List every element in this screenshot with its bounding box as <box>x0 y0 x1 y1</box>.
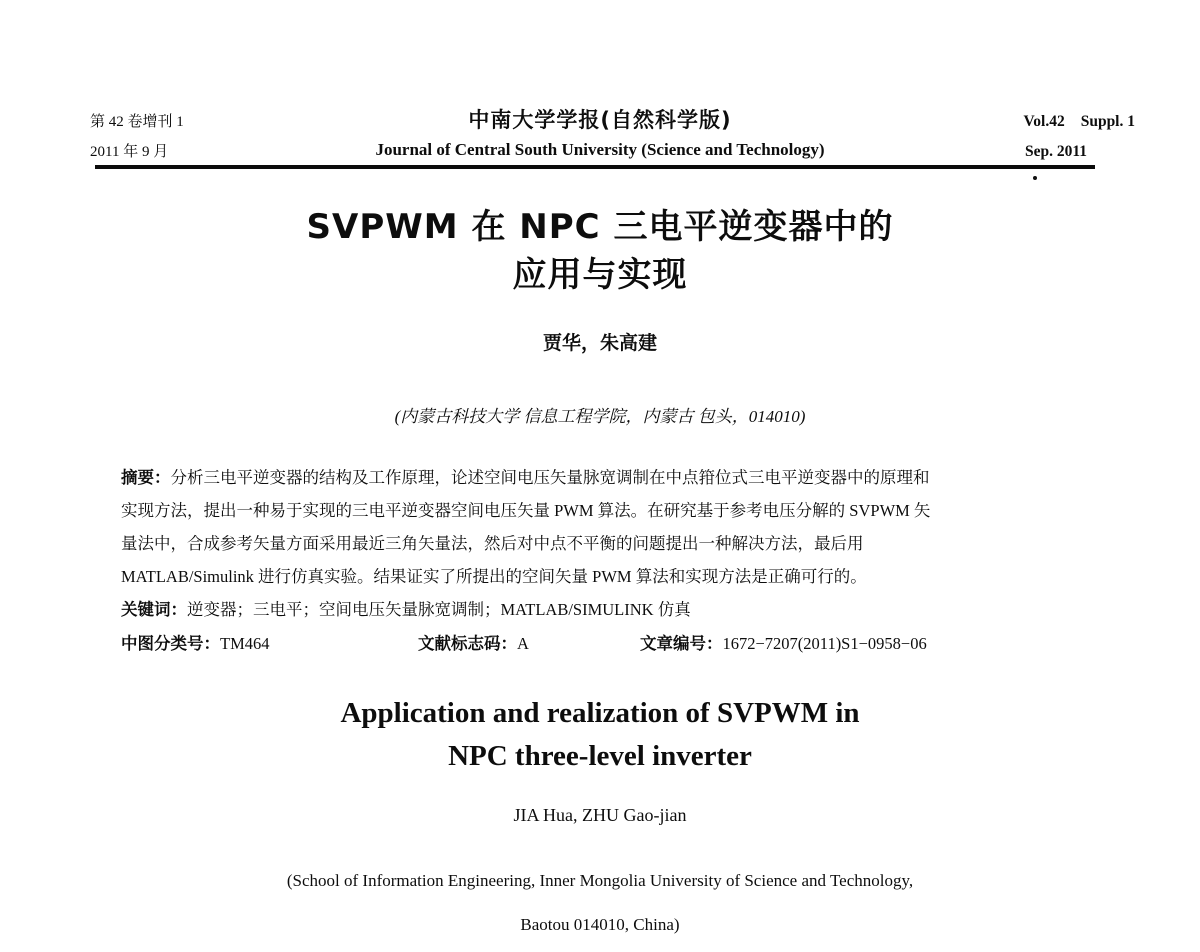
abstract-text-1: 分析三电平逆变器的结构及工作原理，论述空间电压矢量脉宽调制在中点箝位式三电平逆变器中的原理和 <box>170 468 930 487</box>
article-id-label: 文章编号： <box>640 634 723 653</box>
article-title-chinese-line1: SVPWM 在 NPC 三电平逆变器中的 <box>306 207 894 247</box>
abstract-line-2: 实现方法，提出一种易于实现的三电平逆变器空间电压矢量 PWM 算法。在研究基于参考电压分解的 SVPWM 矢 <box>121 501 931 520</box>
header-journal-name <box>0 105 1200 165</box>
article-id-group <box>640 630 927 654</box>
article-id-value: 1672−7207(2011)S1−0958−06 <box>722 634 927 653</box>
header-date-line-en: Sep. 2011 <box>1024 143 1087 160</box>
classification-row <box>0 630 1200 658</box>
journal-title-english: Journal of Central South University (Science and Technology) <box>375 140 825 159</box>
document-code-label: 文献标志码： <box>418 634 517 653</box>
header-date-line-cn: 2011 年 9 月 <box>90 144 169 160</box>
journal-title-chinese: 中南大学学报(自然科学版) <box>468 108 732 132</box>
keywords-label: 关键词： <box>121 600 187 619</box>
header-volume-line: 第 42 卷增刊 1 <box>90 114 184 130</box>
header-issue-info <box>1024 107 1136 167</box>
article-title-chinese <box>0 203 1200 299</box>
header-divider-rule <box>95 165 1095 169</box>
abstract-line-4: MATLAB/Simulink 进行仿真实验。结果证实了所提出的空间矢量 PWM 算法和实现方法是正确可行的。 <box>121 567 867 586</box>
header-vol: Vol.42 <box>1023 113 1065 130</box>
clc-label: 中图分类号： <box>121 634 220 653</box>
abstract-label: 摘要： <box>121 468 171 487</box>
clc-value: TM464 <box>220 634 270 653</box>
scan-artifact-dot <box>1033 176 1037 180</box>
article-title-chinese-line2: 应用与实现 <box>512 255 688 295</box>
keywords-text: 逆变器；三电平；空间电压矢量脉宽调制；MATLAB/SIMULINK 仿真 <box>187 600 691 619</box>
authors-english: JIA Hua, ZHU Gao-jian <box>513 805 687 825</box>
abstract-line-3: 量法中，合成参考矢量方面采用最近三角矢量法，然后对中点不平衡的问题提出一种解决方法，最后用 <box>121 534 864 553</box>
affiliation-chinese: (内蒙古科技大学 信息工程学院，内蒙古 包头，014010) <box>394 407 806 426</box>
article-title-english-line2: NPC three-level inverter <box>448 740 752 772</box>
clc-number-group <box>121 630 270 654</box>
document-code-value: A <box>517 634 529 653</box>
authors-chinese: 贾华，朱高建 <box>542 332 657 354</box>
abstract-line-1 <box>121 461 1083 494</box>
article-title-english-line1: Application and realization of SVPWM in <box>340 697 860 729</box>
header-vol-suppl-line <box>1024 107 1136 137</box>
affiliation-english-line1: (School of Information Engineering, Inner Mongolia University of Science and Technology, <box>286 871 914 890</box>
abstract-block <box>121 461 1083 593</box>
keywords-line <box>121 596 691 620</box>
document-code-group <box>418 630 529 654</box>
article-title-english <box>0 692 1200 778</box>
header-suppl: Suppl. 1 <box>1080 113 1135 130</box>
affiliation-english-line2: Baotou 014010, China) <box>520 915 680 934</box>
